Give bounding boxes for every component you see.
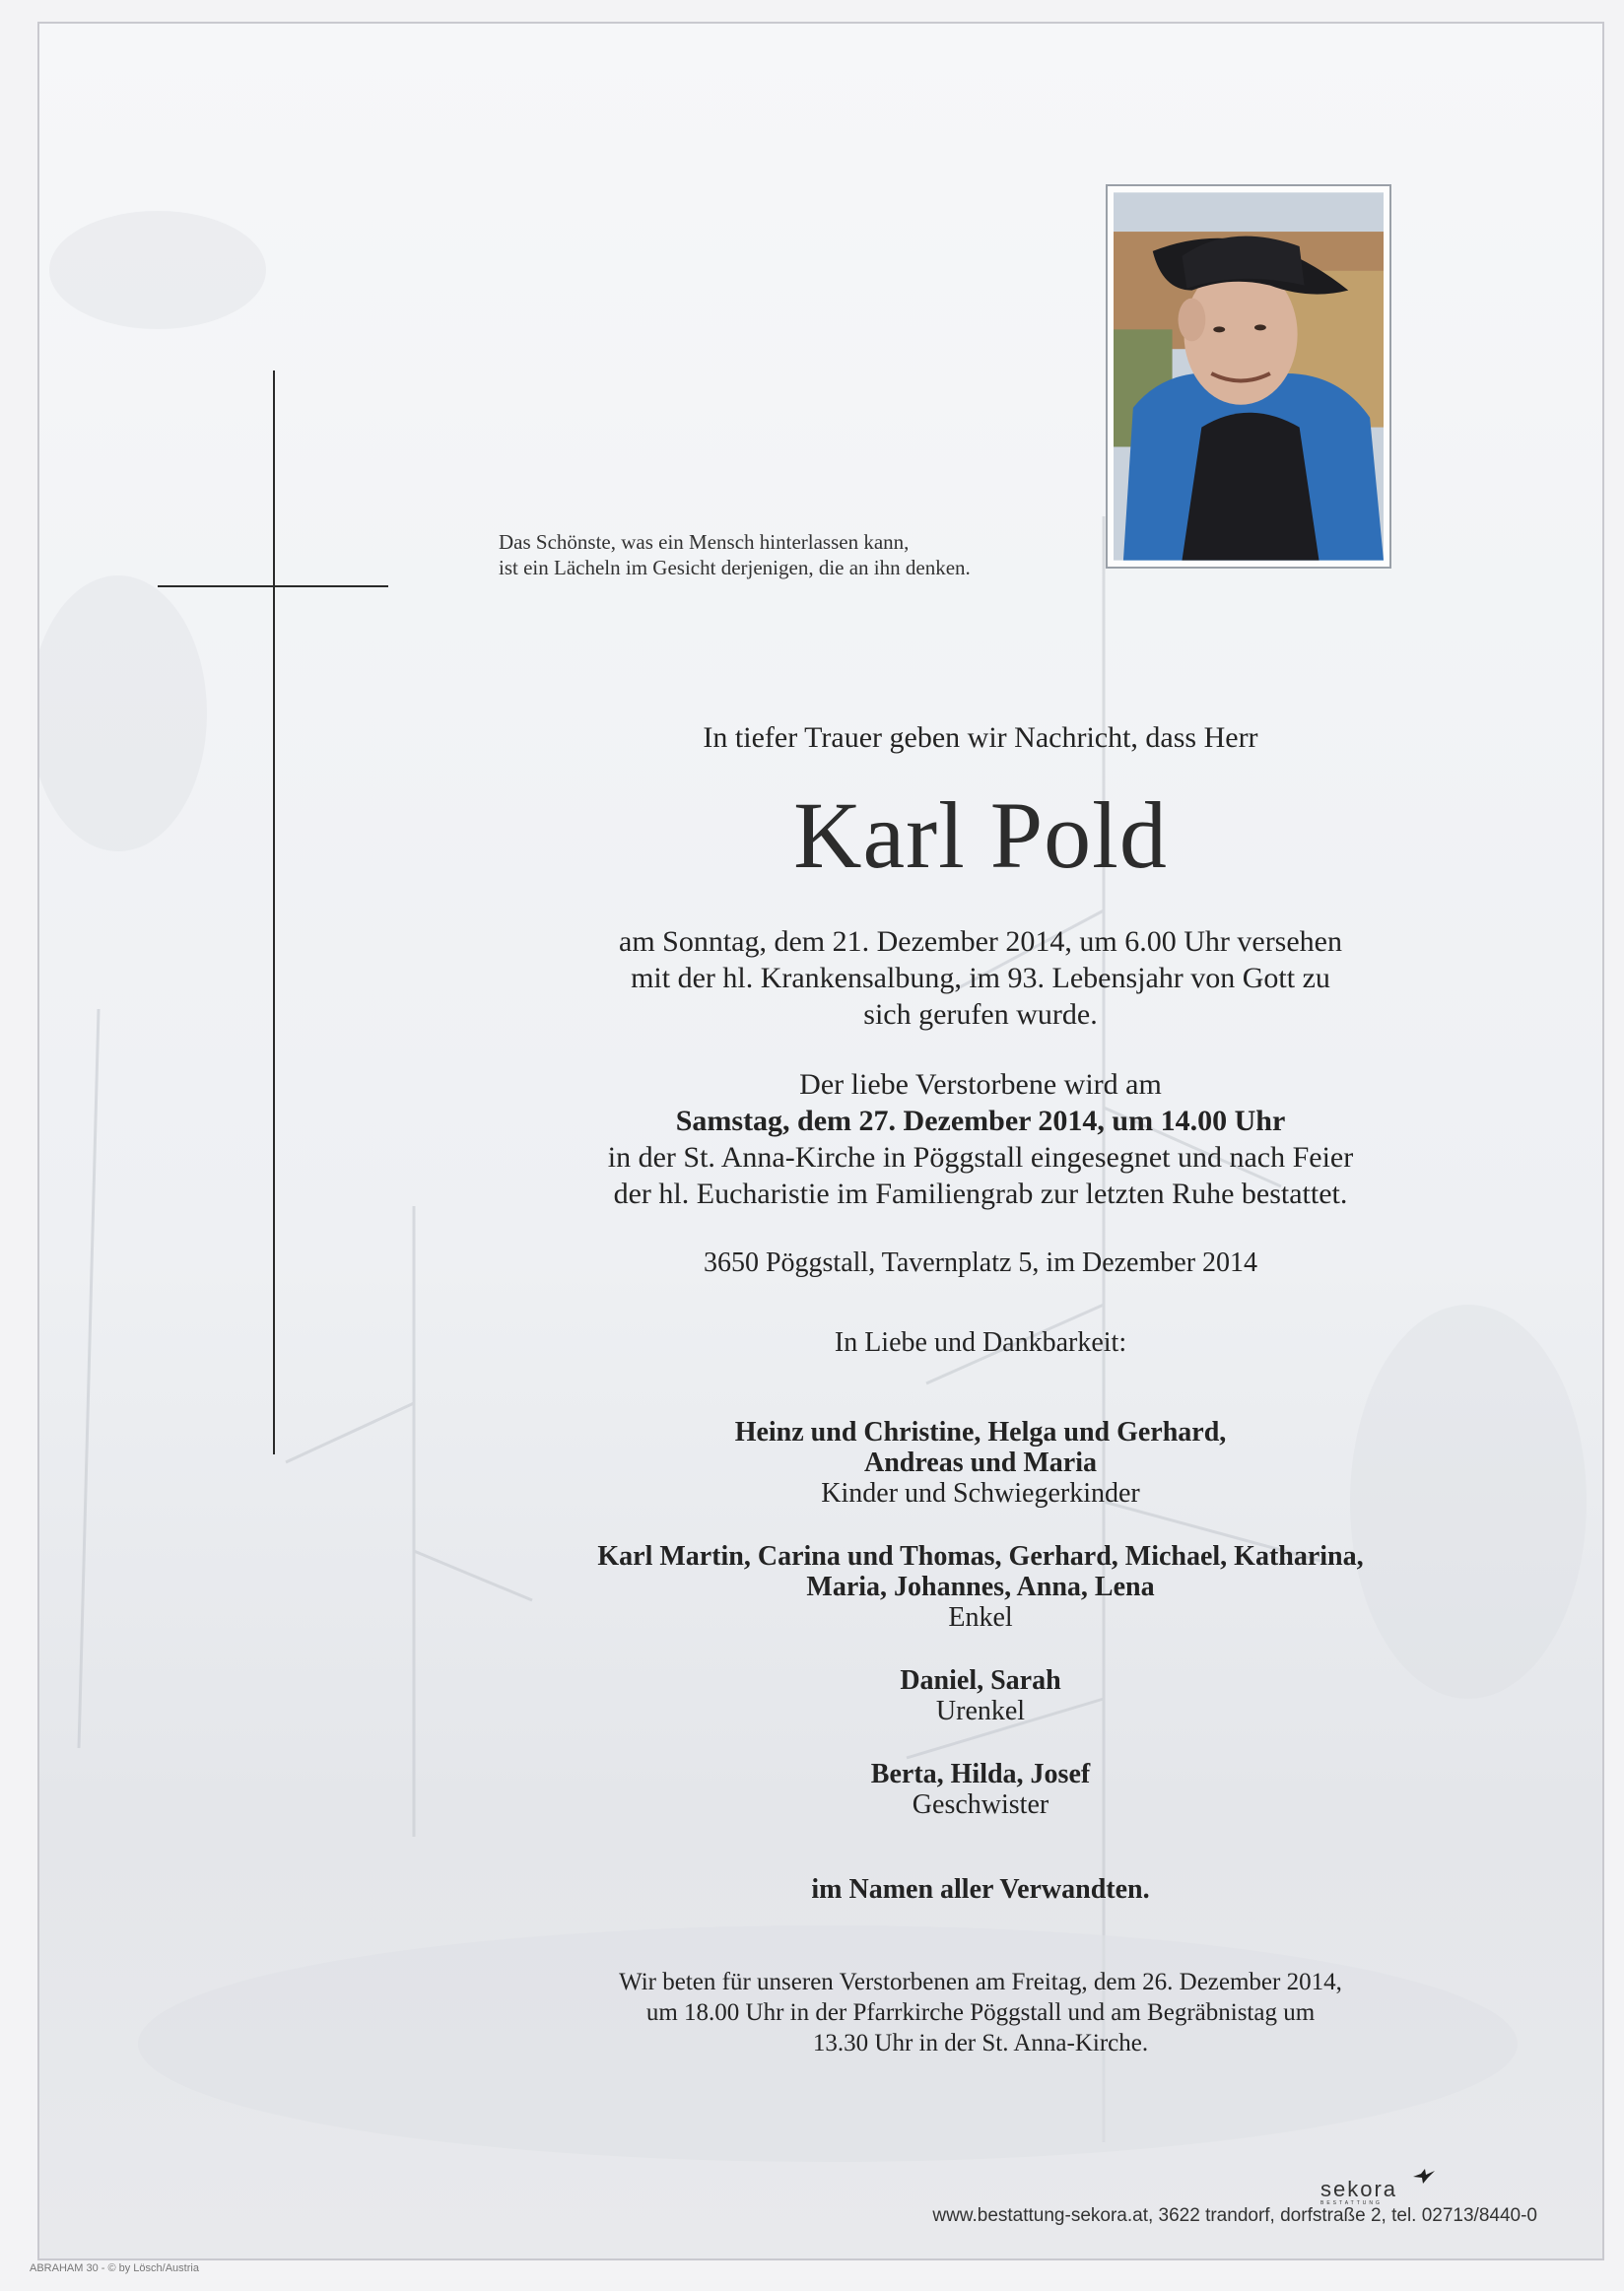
family-names: Maria, Johannes, Anna, Lena bbox=[806, 1572, 1155, 1602]
footer-text: www.bestattung-sekora.at, 3622 trandorf, dorfstraße 2, tel. 02713/8440-0 bbox=[932, 2205, 1537, 2226]
family-relation: Geschwister bbox=[912, 1789, 1049, 1820]
prayer-notice bbox=[453, 1967, 1508, 2058]
footer-contact bbox=[591, 2205, 1537, 2227]
closing-line: im Namen aller Verwandten. bbox=[811, 1874, 1150, 1905]
place-date: 3650 Pöggstall, Tavernplatz 5, im Dezember 2014 bbox=[703, 1247, 1258, 1278]
service-line: in der St. Anna-Kirche in Pöggstall eingesegnet und nach Feier bbox=[607, 1141, 1354, 1174]
family-names: Karl Martin, Carina und Thomas, Gerhard, Michael, Katharina, bbox=[597, 1541, 1364, 1572]
family-names: Daniel, Sarah bbox=[900, 1665, 1061, 1696]
family-group bbox=[453, 1665, 1508, 1726]
quote-line: Das Schönste, was ein Mensch hinterlassen kann, bbox=[499, 530, 910, 554]
family-names: Andreas und Maria bbox=[864, 1448, 1097, 1478]
family-relation: Urenkel bbox=[935, 1696, 1026, 1726]
obituary-sheet bbox=[37, 22, 1604, 2260]
death-line: am Sonntag, dem 21. Dezember 2014, um 6.00 Uhr versehen bbox=[619, 925, 1342, 958]
brand-logo bbox=[1320, 2177, 1397, 2206]
family-names: Berta, Hilda, Josef bbox=[870, 1759, 1091, 1789]
family-relation: Kinder und Schwiegerkinder bbox=[821, 1478, 1140, 1509]
death-line: mit der hl. Krankensalbung, im 93. Lebensjahr von Gott zu bbox=[631, 962, 1330, 994]
prayer-line: 13.30 Uhr in der St. Anna-Kirche. bbox=[812, 2030, 1149, 2056]
quote-line: ist ein Lächeln im Gesicht derjenigen, die an ihn denken. bbox=[499, 556, 971, 579]
funeral-service bbox=[453, 1066, 1508, 1212]
family-list bbox=[453, 1417, 1508, 1853]
portrait-image bbox=[1114, 192, 1384, 561]
death-notice bbox=[453, 923, 1508, 1033]
brand-name: sekora bbox=[1320, 2177, 1398, 2201]
prayer-line: um 18.00 Uhr in der Pfarrkirche Pöggstall und am Begräbnistag um bbox=[645, 1999, 1316, 2026]
death-line: sich gerufen wurde. bbox=[863, 998, 1098, 1031]
cross-horizontal bbox=[158, 585, 388, 587]
brand-sub: BESTATTUNG bbox=[1320, 2200, 1383, 2206]
imprint: ABRAHAM 30 - © by Lösch/Austria bbox=[30, 2262, 199, 2274]
bird-icon bbox=[1411, 2168, 1437, 2186]
deceased-name: Karl Pold bbox=[793, 782, 1168, 888]
family-group bbox=[453, 1541, 1508, 1633]
portrait-photo bbox=[1106, 184, 1391, 569]
family-names: Heinz und Christine, Helga und Gerhard, bbox=[734, 1417, 1227, 1448]
cross-vertical bbox=[273, 371, 275, 1454]
thanks-heading: In Liebe und Dankbarkeit: bbox=[834, 1327, 1127, 1358]
quote bbox=[499, 529, 1090, 580]
family-group bbox=[453, 1759, 1508, 1820]
prayer-line: Wir beten für unseren Verstorbenen am Freitag, dem 26. Dezember 2014, bbox=[619, 1969, 1342, 1995]
family-relation: Enkel bbox=[948, 1602, 1013, 1633]
family-group bbox=[453, 1417, 1508, 1509]
service-line: der hl. Eucharistie im Familiengrab zur letzten Ruhe bestattet. bbox=[613, 1178, 1348, 1210]
service-line: Der liebe Verstorbene wird am bbox=[799, 1068, 1162, 1101]
service-date: Samstag, dem 27. Dezember 2014, um 14.00 Uhr bbox=[675, 1105, 1286, 1137]
intro-text: In tiefer Trauer geben wir Nachricht, dass Herr bbox=[703, 721, 1258, 754]
